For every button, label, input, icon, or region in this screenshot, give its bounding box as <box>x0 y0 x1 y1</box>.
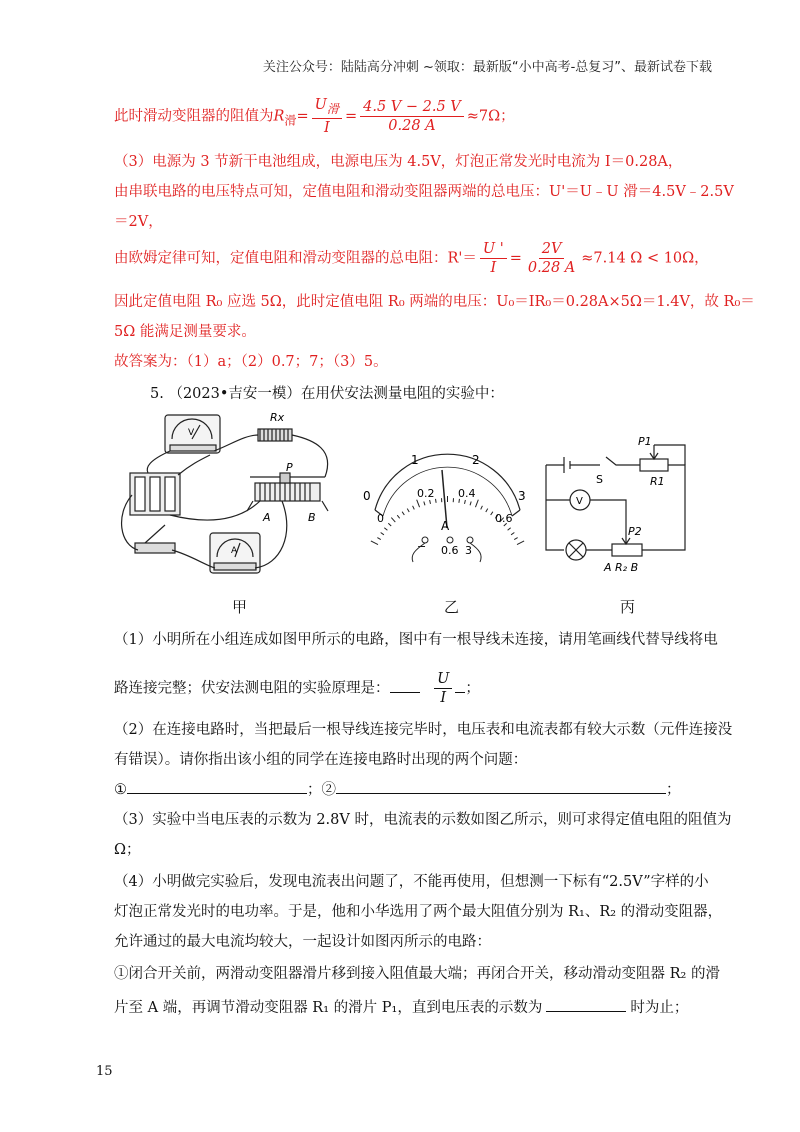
q4-line-2: 灯泡正常发光时的电功率。于是，他和小华选用了两个最大阻值分别为 R₁、R₂ 的滑动变阻器， <box>114 904 723 920</box>
meter-tick <box>486 509 488 512</box>
terminal-06: 0.6 <box>441 544 459 557</box>
caption-bing: 丙 <box>620 598 636 616</box>
caption-yi: 乙 <box>444 598 460 616</box>
meter-tick <box>470 501 471 505</box>
terminal-minus: − <box>417 540 427 553</box>
meter-tick <box>384 528 387 531</box>
label-r1: R1 <box>650 475 665 488</box>
meter-tick <box>511 532 514 534</box>
scale-top-3: 3 <box>518 489 526 503</box>
meter-tick <box>481 506 483 510</box>
label-p: P <box>286 461 293 474</box>
answer-blank-3[interactable] <box>546 997 626 1012</box>
meter-tick <box>417 500 420 507</box>
meter-tick <box>371 541 378 545</box>
terminal-3: 3 <box>465 544 472 557</box>
label-v: V <box>576 496 583 507</box>
label-r2-ab: A R₂ B <box>604 561 639 574</box>
meter-tick <box>402 512 404 515</box>
meter-tick <box>491 512 493 515</box>
solution-line-7: 5Ω 能满足测量要求。 <box>114 324 256 340</box>
meter-tick <box>381 532 384 534</box>
q2-line-1: （2）在连接电路时，当把最后一根导线连接完毕时，电压表和电流表都有较大示数（元件连接没 <box>114 722 733 738</box>
answer-blank-1[interactable] <box>127 779 307 794</box>
page-number: 15 <box>96 1064 113 1079</box>
meter-tick <box>391 518 395 522</box>
meter-tick <box>430 500 431 504</box>
label-p2: P2 <box>628 525 642 538</box>
fraction-values: $\frac{4.5 V - 2.5 V}{0.28 A}$ <box>360 98 464 135</box>
meter-tick <box>436 499 437 503</box>
q3-line-1: （3）实验中当电压表的示数为 2.8V 时，电流表的示数如图乙所示，则可求得定值电阻的阻值为 <box>114 812 732 828</box>
q4-line-5: 片至 A 端，再调节滑动变阻器 R₁ 的滑片 P₁，直到电压表的示数为 时为止； <box>114 996 688 1017</box>
meter-tick <box>517 541 524 545</box>
scale-top-1: 1 <box>411 453 419 467</box>
meter-unit-a: A <box>441 519 450 533</box>
label-voltmeter: V <box>188 428 195 438</box>
scale-bottom-1: 0.2 <box>417 487 435 500</box>
q4-line-3: 允许通过的最大电流均较大，一起设计如图丙所示的电路： <box>114 934 491 950</box>
label-s: S <box>596 473 603 486</box>
solution-line-3: 由串联电路的电压特点可知，定值电阻和滑动变阻器两端的总电压：U'＝U﹣U 滑＝4.5V﹣2.5V <box>114 184 734 200</box>
figure-jia <box>110 405 370 590</box>
answer-line: 故答案为：（1）a；（2）0.7；7；（3）5。 <box>114 354 388 370</box>
scale-bottom-3: 0.6 <box>495 512 513 525</box>
q4-line-4: ①闭合开关前，两滑动变阻器滑片移到接入阻值最大端；再闭合开关，移动滑动变阻器 R₂ 的滑 <box>114 966 720 982</box>
label-b-terminal: B <box>308 511 316 524</box>
label-p1: P1 <box>638 435 652 448</box>
meter-tick <box>508 528 511 531</box>
caption-jia: 甲 <box>232 598 248 616</box>
solution-line-1: 此时滑动变阻器的阻值为$R_滑=$ $\frac{U_滑}{I}$ = $\frac{4.5 V - 2.5 V}{0.28 A}$ ≈7Ω； <box>114 97 515 136</box>
q2-line-3: ① ；② ； <box>114 778 681 799</box>
solution-line-5: 由欧姆定律可知，定值电阻和滑动变阻器的总电阻：R'＝ $\frac{U '}{I}$ = $\frac{2V}{0.28 A}$ ≈7.14 Ω < 10Ω， <box>114 241 709 276</box>
meter-tick <box>413 506 415 510</box>
q4-line-1: （4）小明做完实验后，发现电流表出问题了，不能再使用，但想测一下标有“2.5V”字样的小 <box>114 874 709 890</box>
meter-tick <box>475 500 478 507</box>
meter-tick <box>377 538 380 540</box>
scale-bottom-2: 0.4 <box>458 487 476 500</box>
meter-tick <box>397 515 399 518</box>
meter-tick <box>465 500 466 504</box>
q2-line-2: 有错误）。请你指出该小组的同学在连接电路时出现的两个问题： <box>114 752 528 768</box>
q3-line-2: Ω； <box>114 842 141 858</box>
q1-line-1: （1）小明所在小组连成如图甲所示的电路，图中有一根导线未连接，请用笔画线代替导线将电 <box>114 632 718 648</box>
figure-bing <box>540 435 710 585</box>
meter-tick <box>388 523 391 526</box>
meter-tick <box>407 509 409 512</box>
page-header: 关注公众号：陆陆高分冲刺 ~领取：最新版“小中高考-总复习”、最新试卷下载 <box>262 60 712 75</box>
label-a-terminal: A <box>263 511 271 524</box>
solution-line-4: ＝2V， <box>114 214 163 230</box>
scale-top-2: 2 <box>472 453 480 467</box>
solution-line-2: （3）电源为 3 节新干电池组成，电源电压为 4.5V，灯泡正常发光时电流为 I＝0.28A， <box>114 154 683 170</box>
scale-bottom-0: 0 <box>377 512 384 525</box>
answer-blank-2[interactable] <box>336 779 666 794</box>
q1-line-2: 路连接完整；伏安法测电阻的实验原理是： $\frac{U}{I}$ ； <box>114 671 480 706</box>
label-ammeter: A <box>231 546 238 556</box>
label-rx: Rx <box>270 411 285 424</box>
fraction-r-slide: $\frac{U_滑}{I}$ <box>312 96 342 137</box>
meter-tick <box>424 501 425 505</box>
figure-yi <box>355 450 535 580</box>
meter-tick <box>514 538 517 540</box>
question-title: 5. （2023•吉安一模）在用伏安法测量电阻的实验中： <box>150 386 504 402</box>
scale-top-0: 0 <box>363 489 371 503</box>
solution-line-6: 因此定值电阻 R₀ 应选 5Ω，此时定值电阻 R₀ 两端的电压：U₀＝IR₀＝0.28A×5Ω＝1.4V，故 R₀＝ <box>114 294 755 310</box>
